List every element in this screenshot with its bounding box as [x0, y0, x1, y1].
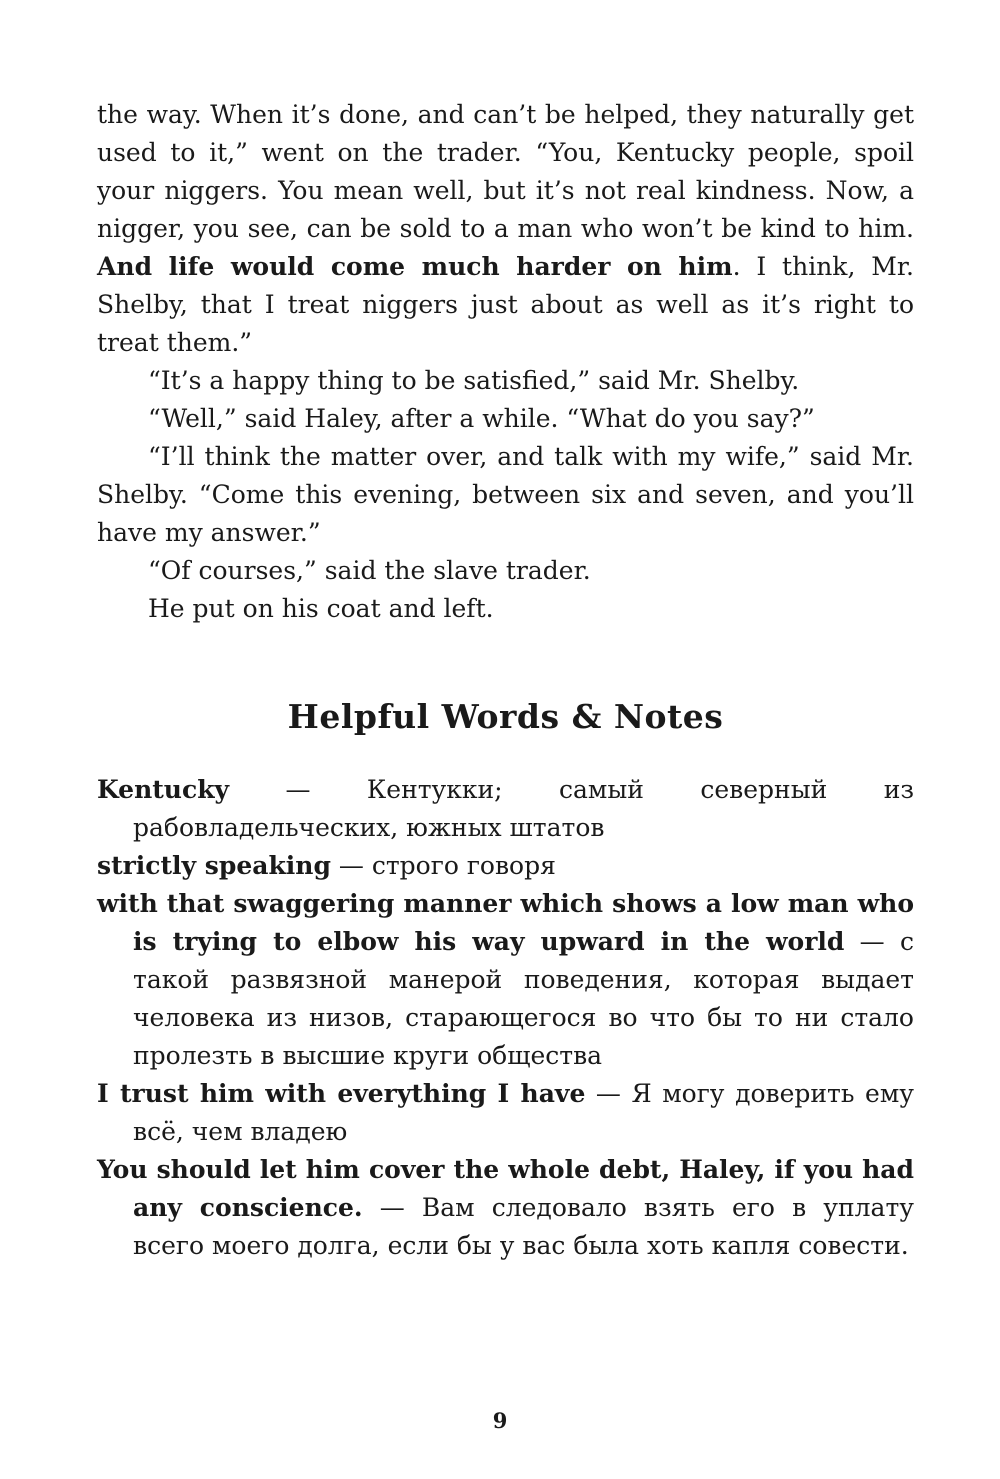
note-item — [97, 847, 914, 885]
note-definition: Я могу доверить ему всё, чем владею — [133, 1079, 914, 1146]
note-term: with that swaggering manner which shows a low man who is trying to elbow his way upward in the world — [97, 889, 914, 956]
story-bold-phrase: And life would come much harder on him — [97, 252, 733, 281]
note-item — [97, 1075, 914, 1151]
story-paragraph-5: “Of courses,” said the slave trader. — [148, 556, 591, 585]
note-separator: — — [585, 1079, 632, 1108]
notes-list — [97, 771, 914, 1265]
story-paragraph-4: “I’ll think the matter over, and talk with my wife,” said Mr. Shelby. “Come this evening, between six and seven, and you’ll have my answer.” — [97, 442, 914, 547]
story-text: . I think, Mr. Shelby, that I treat niggers just about as well as it’s right to treat them.” — [97, 252, 914, 357]
note-definition: строго говоря — [371, 851, 556, 880]
note-term: strictly speaking — [97, 851, 331, 880]
page-body — [97, 96, 914, 1265]
story-text: the way. When it’s done, and can’t be helped, they naturally get used to it,” went on the trader. “You, Kentucky people, spoil your niggers. You mean well, but it’s not real kindness. Now, a nigger, you see, can be sold to a man who won’t be kind to him. — [97, 100, 914, 243]
note-definition: Вам следовало взять его в уплату всего моего долга, если бы у вас была хоть капля совести. — [133, 1193, 914, 1260]
note-term: I trust him with everything I have — [97, 1079, 586, 1108]
note-separator: — — [229, 775, 367, 804]
note-term: You should let him cover the whole debt, Haley, if you had any conscience. — [97, 1155, 914, 1222]
note-definition: с такой развязной манерой поведения, которая выдает человека из низов, старающегося во что бы то ни стало пролезть в высшие круги общества — [133, 927, 914, 1070]
note-definition: Кентукки; самый северный из рабовладельческих, южных штатов — [133, 775, 914, 842]
note-item — [97, 885, 914, 1075]
note-item — [97, 1151, 914, 1265]
note-separator: — — [362, 1193, 422, 1222]
story-paragraph-6: He put on his coat and left. — [148, 594, 494, 623]
note-item — [97, 771, 914, 847]
note-separator: — — [844, 927, 900, 956]
story-paragraph-1 — [97, 96, 914, 362]
note-term: Kentucky — [97, 775, 230, 804]
note-separator: — — [330, 851, 372, 880]
story-paragraph-3: “Well,” said Haley, after a while. “What do you say?” — [148, 404, 815, 433]
notes-heading: Helpful Words & Notes — [287, 697, 724, 736]
page-number: 9 — [492, 1408, 508, 1433]
story-paragraph-2: “It’s a happy thing to be satisfied,” said Mr. Shelby. — [148, 366, 800, 395]
